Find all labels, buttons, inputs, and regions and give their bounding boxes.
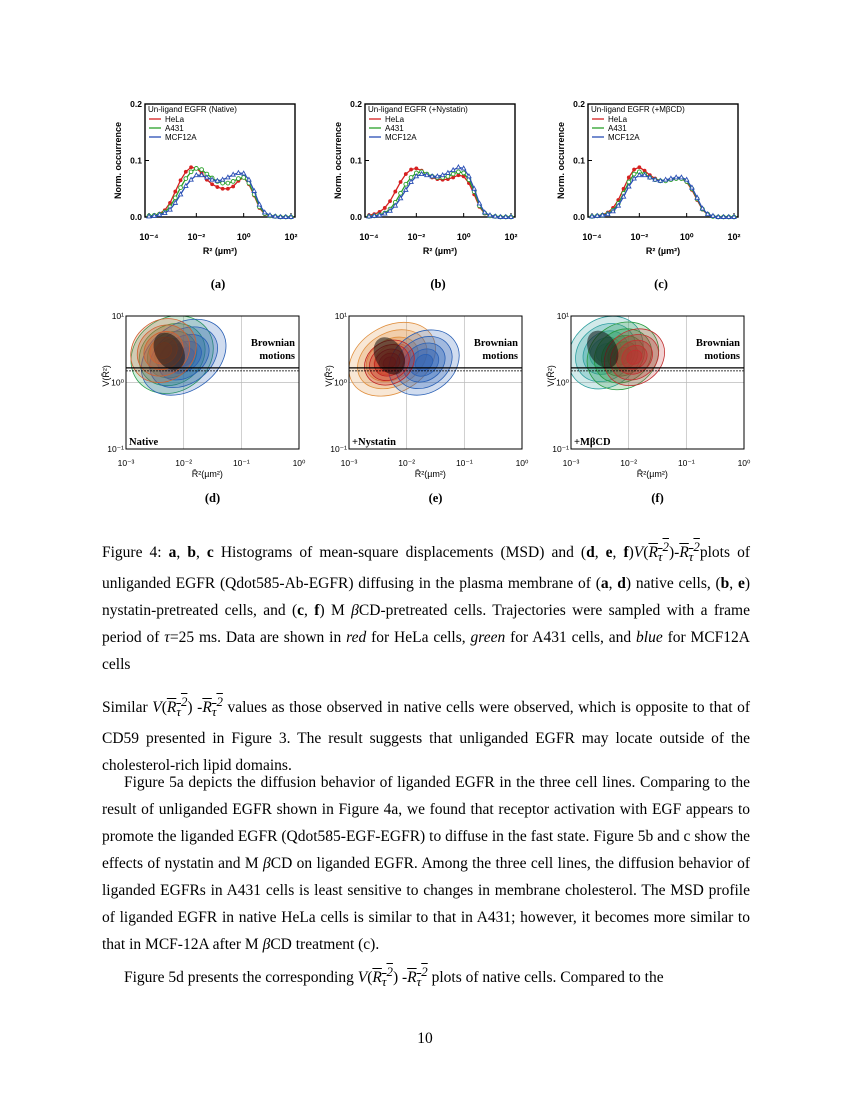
paragraph-3: Figure 5d presents the corresponding $V(R_\tau^2)$ $-R_\tau^2$ plots of native cells. Compared to the [124, 964, 664, 990]
data-point [226, 187, 230, 191]
data-point [409, 168, 413, 172]
caption-label: Figure 4: [102, 544, 162, 562]
paragraph-1: Similar $V(R_\tau^2)$ $-R_\tau^2$ values as those observed in native cells were observed, which is opposite to that of CD59 presented in Figure 3. The result suggests that unliganded EGFR may locate outside of the cholesterol-rich lipid domains. [102, 694, 750, 775]
math-v-expr: $V(R_\tau^2)$ $-R_\tau^2$ [357, 964, 428, 990]
y-tick-label: 0.0 [350, 212, 362, 222]
caption-math-v: $V(R_\tau^2)-R_\tau^2$ [633, 539, 700, 565]
legend-entry: A431 [385, 124, 404, 133]
x-tick-label: 10⁰ [515, 458, 529, 468]
legend-entry: HeLa [385, 115, 405, 124]
y-tick-label: 0.1 [130, 155, 142, 166]
data-point [231, 180, 235, 184]
data-point [399, 180, 403, 184]
x-tick-label: 10⁻⁴ [582, 232, 602, 242]
data-point [184, 170, 188, 174]
histogram-panel [333, 99, 518, 291]
data-point [462, 171, 466, 175]
panel-label: (a) [210, 277, 226, 291]
x-tick-label: 10⁻³ [562, 458, 580, 468]
x-tick-label: 10⁰ [236, 232, 251, 242]
y-tick-label: 10⁻¹ [552, 444, 569, 454]
y-tick-label: 0.1 [573, 155, 585, 166]
y-tick-label: 10⁰ [334, 377, 347, 388]
data-point [393, 190, 397, 194]
x-tick-label: 10⁻² [630, 232, 649, 242]
histogram-panel [113, 99, 298, 291]
data-point [632, 168, 636, 172]
y-axis-label: Norm. occurrence [556, 121, 566, 200]
y-tick-label: 0.2 [130, 99, 142, 109]
data-point [221, 181, 225, 185]
x-tick-label: 10⁻¹ [677, 458, 695, 468]
panel-label: (f) [651, 491, 664, 505]
x-axis-label: R² (µm²) [202, 246, 238, 256]
data-point [179, 178, 183, 182]
data-point [237, 177, 241, 181]
data-point [189, 170, 193, 174]
x-tick-label: 10⁻⁴ [359, 232, 379, 242]
x-tick-label: 10⁰ [292, 458, 306, 468]
legend-title: Un-ligand EGFR (+MβCD) [591, 105, 685, 114]
legend-entry: MCF12A [608, 133, 640, 142]
panel-label: (e) [428, 491, 443, 505]
data-point [637, 165, 641, 169]
x-tick-label: 10⁻² [407, 232, 426, 242]
data-point [194, 167, 198, 171]
data-point [179, 186, 183, 190]
condition-label: +Nystatin [352, 437, 396, 448]
data-point [627, 176, 631, 180]
y-tick-label: 10¹ [334, 311, 347, 321]
figure-caption: Figure 4: a, b, c Histograms of mean-square displacements (MSD) and (d, e, $f)V(R_\tau^2)-R_\tau^2plots$ of unliganded EGFR (Qdot585-Ab-EGFR) diffusing in the plasma membrane of (a, d) native cells, (b, e) nystatin-pretreated cells, and (c, f) M βCD-pretreated cells. Trajectories were sampled with a frame period of τ=25 ms. Data are shown in red for HeLa cells, green for A431 cells, and blue for MCF12A cells [102, 539, 750, 674]
data-point [446, 174, 450, 178]
legend-entry: HeLa [165, 115, 185, 124]
x-tick-label: 10⁻² [187, 232, 206, 242]
panel-label: (c) [654, 277, 668, 291]
data-point [388, 199, 392, 203]
contour-panel [324, 307, 529, 505]
math-v-expr: $V(R_\tau^2)$ $-R_\tau^2$ [152, 694, 223, 720]
x-tick-label: 10² [284, 232, 298, 242]
data-point [242, 176, 246, 180]
x-axis-label: R² (µm²) [422, 246, 458, 256]
data-point [200, 168, 204, 172]
figure-4 [0, 0, 850, 520]
y-tick-label: 0.2 [573, 99, 585, 109]
x-tick-label: 10² [504, 232, 518, 242]
data-point [399, 191, 403, 195]
data-point [226, 181, 230, 185]
data-point [404, 172, 408, 176]
histogram-panel [556, 99, 741, 291]
data-point [184, 177, 188, 181]
legend-title: Un-ligand EGFR (+Nystatin) [368, 105, 468, 114]
x-tick-label: 10⁰ [737, 458, 751, 468]
data-point [210, 182, 214, 186]
brownian-label: motions [482, 351, 518, 362]
brownian-label: Brownian [695, 338, 740, 349]
data-point [189, 165, 193, 169]
data-point [451, 172, 455, 176]
data-point [215, 185, 219, 189]
legend-entry: MCF12A [165, 133, 197, 142]
contour-panel [546, 301, 751, 505]
y-axis-label: Norm. occurrence [113, 121, 123, 200]
legend-entry: A431 [608, 124, 627, 133]
x-tick-label: 10² [727, 232, 741, 242]
y-tick-label: 10⁰ [111, 377, 124, 388]
data-point [173, 196, 177, 200]
condition-label: Native [129, 437, 159, 448]
x-tick-label: 10⁰ [679, 232, 694, 242]
panel-label: (d) [204, 491, 221, 505]
page-number: 10 [417, 1030, 433, 1047]
x-tick-label: 10⁻² [175, 458, 193, 468]
x-axis-label: R̄²(µm²) [191, 469, 223, 479]
data-point [383, 206, 387, 210]
data-point [231, 185, 235, 189]
legend-entry: HeLa [608, 115, 628, 124]
brownian-label: motions [704, 351, 740, 362]
y-tick-label: 10⁰ [556, 377, 569, 388]
x-tick-label: 10⁻¹ [455, 458, 473, 468]
data-point [414, 167, 418, 171]
paragraph-2: Figure 5a depicts the diffusion behavior of liganded EGFR in the three cell lines. Comparing to the result of unliganded EGFR shown in Figure 4a, we found that receptor activation with EGF appears to promote the liganded EGFR (Qdot585-EGF-EGFR) to diffuse in the fast state. Figure 5b and c show the effects of nystatin and M βCD on liganded EGFR. Among the three cell lines, the diffusion behavior of liganded EGFRs in A431 cells is least sensitive to changes in membrane cholesterol. The MSD profile of liganded EGFR in native HeLa cells is similar to that in A431; however, it becomes more similar to that in MCF-12A after M βCD treatment (c). [102, 774, 750, 953]
x-tick-label: 10⁻² [398, 458, 416, 468]
y-tick-label: 0.0 [130, 212, 142, 222]
contour-panel [101, 300, 306, 505]
y-axis-label: V(R̄²) [324, 365, 334, 387]
brownian-label: motions [259, 351, 295, 362]
data-point [404, 182, 408, 186]
y-tick-label: 10¹ [556, 311, 569, 321]
y-tick-label: 10⁻¹ [330, 444, 347, 454]
y-tick-label: 10¹ [111, 311, 124, 321]
x-axis-label: R̄²(µm²) [636, 469, 668, 479]
x-axis-label: R² (µm²) [645, 246, 681, 256]
brownian-label: Brownian [473, 338, 518, 349]
legend-entry: MCF12A [385, 133, 417, 142]
data-point [173, 190, 177, 194]
condition-label: +MβCD [574, 437, 611, 448]
x-tick-label: 10⁻² [620, 458, 638, 468]
y-tick-label: 10⁻¹ [107, 444, 124, 454]
data-point [221, 187, 225, 191]
y-axis-label: V(R̄²) [546, 365, 556, 387]
y-tick-label: 0.1 [350, 155, 362, 166]
x-tick-label: 10⁻³ [117, 458, 135, 468]
legend-entry: A431 [165, 124, 184, 133]
x-tick-label: 10⁻¹ [232, 458, 250, 468]
y-axis-label: Norm. occurrence [333, 121, 343, 200]
y-axis-label: V(R̄²) [101, 365, 111, 387]
panel-label: (b) [430, 277, 446, 291]
y-tick-label: 0.2 [350, 99, 362, 109]
x-tick-label: 10⁻⁴ [139, 232, 159, 242]
x-tick-label: 10⁻³ [340, 458, 358, 468]
y-tick-label: 0.0 [573, 212, 585, 222]
x-tick-label: 10⁰ [456, 232, 471, 242]
x-axis-label: R̄²(µm²) [414, 469, 446, 479]
data-point [457, 170, 461, 174]
legend-title: Un-ligand EGFR (Native) [148, 105, 237, 114]
brownian-label: Brownian [250, 338, 295, 349]
